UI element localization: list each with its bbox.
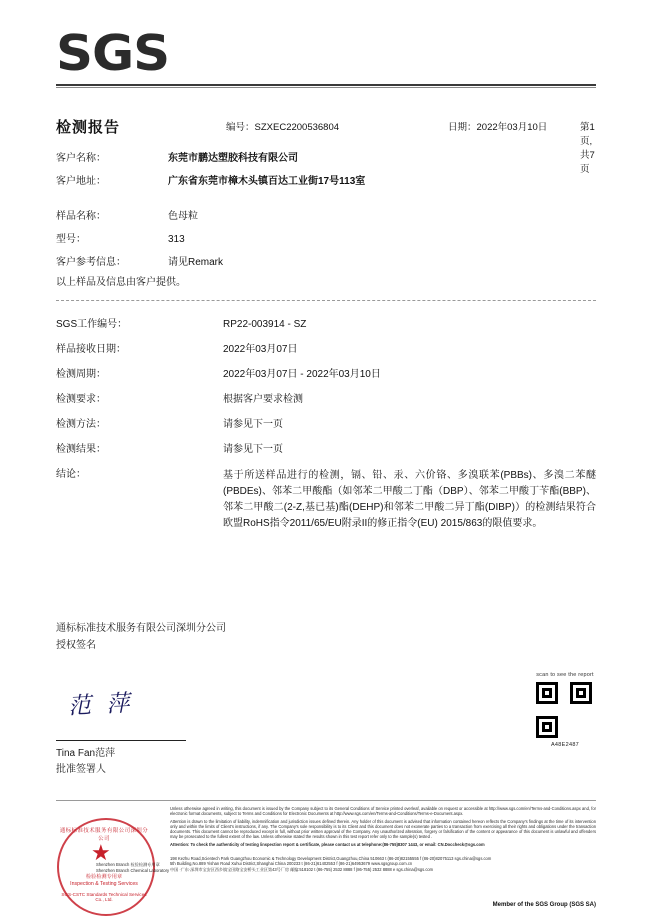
field-row <box>56 152 596 166</box>
report-date-value: 2022年03月10日 <box>476 122 548 133</box>
footer-divider <box>56 800 596 801</box>
field-label: 检测要求： <box>56 394 106 405</box>
footer-legal <box>170 806 596 849</box>
stamp-side-line2: Shenzhen Branch Chemical Laboratory <box>96 867 170 873</box>
report-date <box>448 119 547 133</box>
conclusion-text: 基于所送样品进行的检测，镉、铅、汞、六价铬、多溴联苯(PBBs)、多溴二苯醚(PBDEs)、邻苯二甲酸酯（如邻苯二甲酸二丁酯（DBP）、邻苯二甲酸丁苄酯(BBP)、邻苯二甲酸二(2-Z,基已基)酯(DEHP)和邻苯二甲酸二异丁酯(DIBP)）的检测结果符合欧盟RoHS指令2011/65/EU附录II的修正指令(EU) 2015/863的限值要求。 <box>223 470 596 529</box>
signature-block <box>56 620 436 654</box>
field-row <box>56 343 596 357</box>
logo-rule-thin <box>56 87 596 88</box>
field-label: 型号： <box>56 234 86 245</box>
sgs-logo: SGS <box>56 25 170 82</box>
divider-dashed <box>56 300 596 301</box>
client-fields <box>56 152 596 279</box>
field-row <box>56 318 596 332</box>
field-label: 样品接收日期： <box>56 344 126 355</box>
field-value: 2022年03月07日 <box>223 344 298 355</box>
field-row <box>56 368 596 382</box>
footer-member: Member of the SGS Group (SGS SA) <box>492 902 596 908</box>
stamp-top-text: 通标标准技术服务有限公司深圳分公司 <box>59 828 149 842</box>
signatory-role: 批准签署人 <box>56 764 106 775</box>
field-label: 客户地址： <box>56 176 106 187</box>
field-value: 请参见下一页 <box>223 419 283 430</box>
field-label: 客户名称： <box>56 153 106 164</box>
field-value: 313 <box>168 234 185 245</box>
footer-address <box>170 856 596 872</box>
footer-address-line2: 5th Building,No.889 Yishan Road Xuhui District,Shanghai China 200233 t (86-21)61402553 f (86-21)64953679 www.sgsgroup.com.cn <box>170 861 413 867</box>
sgs-logo-area <box>56 25 596 82</box>
stamp-mid-text <box>57 874 151 888</box>
field-label: 样品名称： <box>56 211 106 222</box>
field-label: 检测方法： <box>56 419 106 430</box>
field-row <box>56 393 596 407</box>
report-number-label: 编号： <box>226 122 255 133</box>
qr-id: A48E2487 <box>550 742 580 748</box>
page-indicator: 第1页,共7页 <box>580 122 595 175</box>
field-value: 2022年03月07日 - 2022年03月10日 <box>223 369 381 380</box>
footer-address-line1: 198 Kezhu Road,Scientech Park Guangzhou Economic & Technology Development District,Guangzhou,China 510663 t (86-20)82155555 f (86-20)82075113 sgs.china@sgs.com <box>170 856 492 861</box>
field-row <box>56 210 596 224</box>
handwritten-signature: 范 萍 <box>67 690 135 720</box>
signature-company: 通标标准技术服务有限公司深圳分公司 <box>56 623 226 634</box>
stamp-bottom-text: SGS-CSTC Standards Technical Services Co., Ltd. <box>61 892 147 902</box>
field-row <box>56 418 596 432</box>
footer-legal-p2: Attention is drawn to the limitation of liability, indemnification and jurisdiction issues defined therein. Any holder of this document is advised that information contained hereon reflects the Company's findings at the time of its intervention only and within the limits of Client's instructions, if any. The Company's sole responsibility is to its Client and this document does not exonerate parties to a transaction from exercising all their rights and obligations under the transaction documents. This document cannot be reproduced except in full, without prior written approval of the Company. Any unauthorized alteration, forgery or falsification of the content or appearance of this document is unlawful and offenders may be prosecuted to the fullest extent of the law. Unless otherwise stated the results shown in this test report refer only to the sample(s) tested . <box>170 818 596 839</box>
field-value: 请见Remark <box>168 257 224 268</box>
test-fields <box>56 318 596 543</box>
stamp-side-text <box>96 862 169 873</box>
report-date-label: 日期： <box>448 122 477 133</box>
stamp-side-line1: Shenzhen Branch 检验检测专用章 <box>96 862 160 867</box>
footer-address-cn: 中国 ·广东·深圳市宝安区西乡镇宝田路宝安桥头工业区第43号厂房 邮编:518102 t (86-755) 2532 8888 f (86-755) 2532 8888 e sgs.china@sgs.com <box>170 866 434 872</box>
signature-authorized-label: 授权签名 <box>56 640 96 651</box>
conclusion-label: 结论： <box>56 469 86 480</box>
report-number-value: SZXEC2200536804 <box>254 122 340 133</box>
stamp-mid-line2: Inspection & Testing Services <box>70 881 138 887</box>
qr-finder-icon <box>536 716 558 738</box>
field-label: 检测周期： <box>56 369 106 380</box>
report-number <box>226 119 339 133</box>
signature-rule <box>56 740 186 741</box>
provided-note: 以上样品及信息由客户提供。 <box>56 277 186 288</box>
qr-block <box>534 672 596 748</box>
field-value: RP22-003914 - SZ <box>223 319 307 330</box>
signatory-name: Tina Fan范萍 <box>56 748 116 759</box>
footer-legal-p1: Unless otherwise agreed in writing, this document is issued by the Company subject to its General Conditions of Service printed overleaf, available on request or accessible at http://www.sgs.com/en/Terms-and-Conditions.aspx and, for electronic format documents, subject to Terms and Conditions for Electronic Documents at http://www.sgs.com/en/Terms-and-Conditions/Terms-e-Document.aspx. <box>170 806 596 817</box>
field-value: 东莞市鹏达塑胶科技有限公司 <box>168 153 298 164</box>
field-label: 客户参考信息： <box>56 257 126 268</box>
qr-code-icon[interactable] <box>534 680 594 740</box>
field-row <box>56 175 596 189</box>
field-row <box>56 233 596 247</box>
field-value: 请参见下一页 <box>223 444 283 455</box>
field-label: SGS工作编号： <box>56 319 128 330</box>
qr-caption: scan to see the report <box>536 672 594 678</box>
footer-attention: Attention: To check the authenticity of testing /inspection report & certificate, please contact us at telephone:(86-755)8307 1443, or email: CN.Doccheck@sgs.com <box>170 841 485 847</box>
logo-rule <box>56 84 596 86</box>
conclusion-row <box>56 468 596 532</box>
field-label: 检测结果： <box>56 444 106 455</box>
stamp-mid-line1: 检验检测专用章 <box>85 874 123 880</box>
field-value: 色母粒 <box>168 211 198 222</box>
field-value: 广东省东莞市樟木头镇百达工业街17号113室 <box>168 176 366 187</box>
page-title: 检测报告 <box>56 119 121 136</box>
field-value: 根据客户要求检测 <box>223 394 303 405</box>
field-row <box>56 443 596 457</box>
field-row <box>56 256 596 270</box>
